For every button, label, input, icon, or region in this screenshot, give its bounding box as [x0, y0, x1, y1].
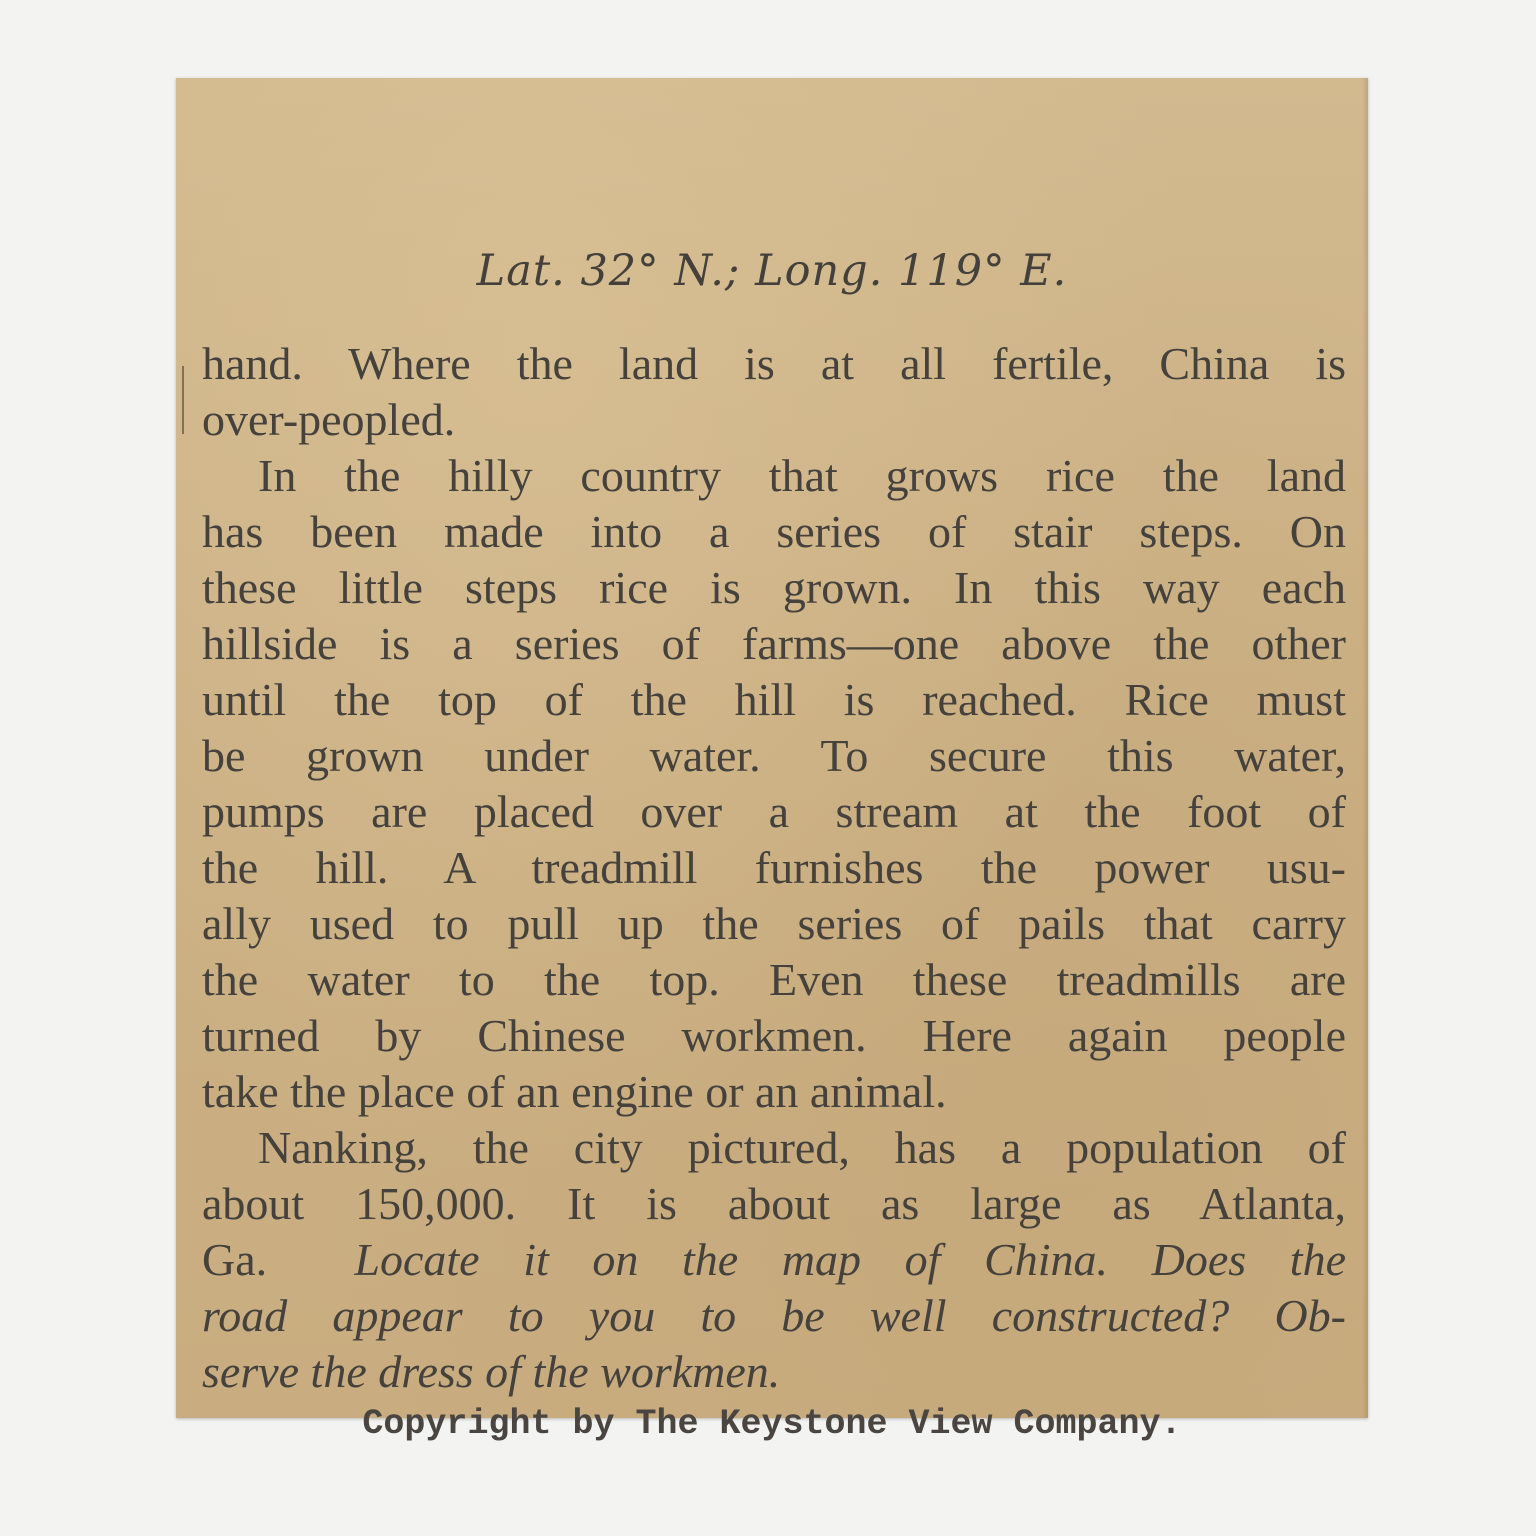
text-line: over-peopled. [202, 394, 456, 445]
text-line: pumps are placed over a stream at the foot of [202, 786, 1346, 837]
text-line: ally used to pull up the series of pails that carry [202, 898, 1346, 949]
coordinates-heading [176, 246, 1368, 296]
text-line-mixed [202, 1232, 1346, 1288]
text-question-italic: Locate it on the map of China. Does the [354, 1234, 1347, 1285]
text-line: the water to the top. Even these treadmills are [202, 954, 1346, 1005]
text-line-italic: serve the dress of the workmen. [202, 1346, 781, 1397]
text-line: these little steps rice is grown. In this way each [202, 562, 1346, 613]
text-ga: Ga. [202, 1234, 268, 1285]
text-line: about 150,000. It is about as large as Atlanta, [202, 1178, 1346, 1229]
text-line: has been made into a series of stair steps. On [202, 506, 1346, 557]
stereoview-card-back [176, 78, 1368, 1444]
text-line: hand. Where the land is at all fertile, China is [202, 338, 1346, 389]
text-line: until the top of the hill is reached. Rice must [202, 674, 1346, 725]
margin-mark [182, 366, 184, 434]
text-line: turned by Chinese workmen. Here again people [202, 1010, 1346, 1061]
text-line: be grown under water. To secure this water, [202, 730, 1346, 781]
coordinates-text: Lat. 32° N.; Long. 119° E. [476, 246, 1068, 296]
text-line: hillside is a series of farms—one above the other [202, 618, 1346, 669]
text-line: Nanking, the city pictured, has a population of [258, 1122, 1346, 1173]
text-line: the hill. A treadmill furnishes the power usu- [202, 842, 1346, 893]
card-body-text [202, 336, 1346, 1400]
text-line: take the place of an engine or an animal. [202, 1066, 947, 1117]
copyright-notice: Copyright by The Keystone View Company. [362, 1404, 1182, 1444]
text-line-italic: road appear to you to be well constructed? Ob- [202, 1290, 1346, 1341]
text-line: In the hilly country that grows rice the land [258, 450, 1346, 501]
